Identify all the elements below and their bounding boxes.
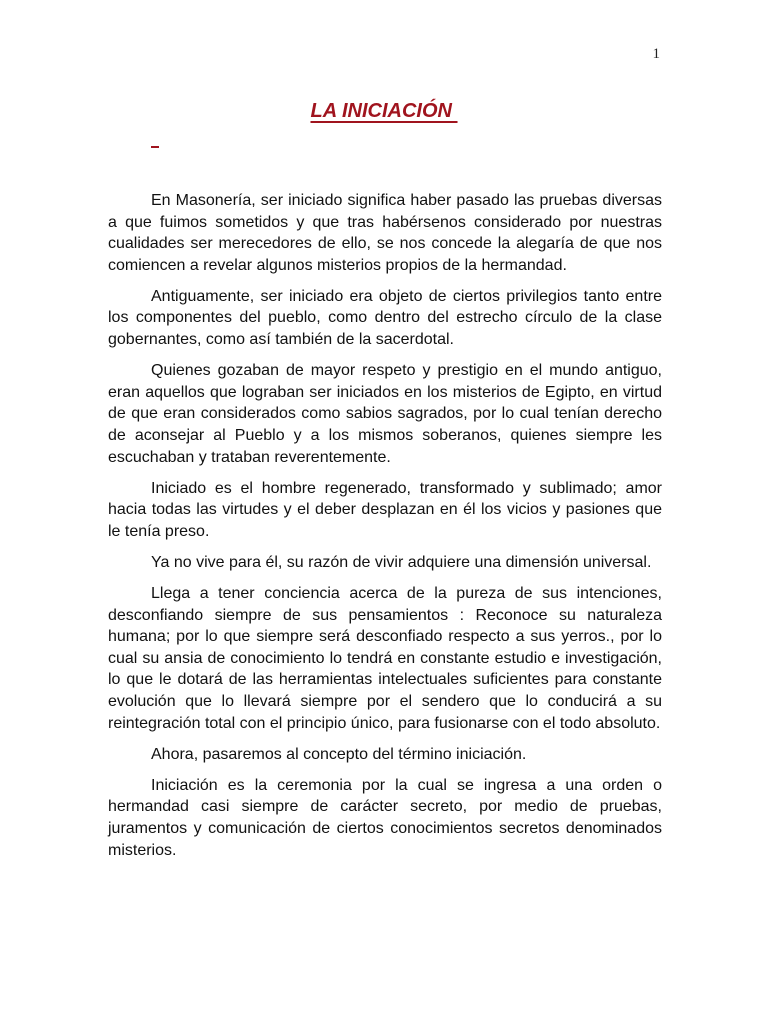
paragraph: Llega a tener conciencia acerca de la pureza de sus intenciones, desconfiando siempre de sus pensamientos : Reconoce su naturaleza humana; por lo que siempre será desconfiado respecto a sus yerros., por lo cual su ansia de conocimiento lo tendrá en constante estudio e investigación, lo que le dotará de las herramientas intelectuales suficientes para constante evolución que lo llevará siempre por el sendero que lo conducirá a su reintegración total con el principio único, para fusionarse con el todo absoluto. (108, 585, 662, 732)
paragraph: En Masonería, ser iniciado significa haber pasado las pruebas diversas a que fuimos sometidos y que tras habérsenos considerado por nuestras cualidades ser merecedores de ello, se nos concede la alegaría de que nos comiencen a revelar algunos misterios propios de la hermandad. (108, 192, 662, 274)
paragraph: Ya no vive para él, su razón de vivir adquiere una dimensión universal. (151, 553, 652, 571)
paragraph: Antiguamente, ser iniciado era objeto de ciertos privilegios tanto entre los componentes del pueblo, como dentro del estrecho círculo de la clase gobernantes, como así también de la sacerdotal. (108, 287, 662, 349)
paragraph: Iniciado es el hombre regenerado, transformado y sublimado; amor hacia todas las virtudes y el deber desplazan en él los vicios y pasiones que le tenía preso. (108, 479, 662, 540)
page-number: 1 (652, 46, 660, 62)
paragraph: Ahora, pasaremos al concepto del término iniciación. (151, 745, 527, 763)
paragraph: Iniciación es la ceremonia por la cual se ingresa a una orden o hermandad casi siempre de carácter secreto, por medio de pruebas, juramentos y comunicación de ciertos conocimientos secretos denominados misterios. (108, 776, 662, 859)
document-body (108, 190, 662, 871)
underline-mark (151, 146, 159, 148)
document-title (0, 100, 768, 123)
paragraph: Quienes gozaban de mayor respeto y prestigio en el mundo antiguo, eran aquellos que lograban ser iniciados en los misterios de Egipto, en virtud de que eran considerados como sabios sagrados, por lo cual tenían derecho de aconsejar al Pueblo y a los mismos soberanos, quienes siempre les escuchaban y trataban reverentemente. (108, 362, 662, 466)
document-title-text: LA INICIACIÓN (310, 100, 458, 122)
